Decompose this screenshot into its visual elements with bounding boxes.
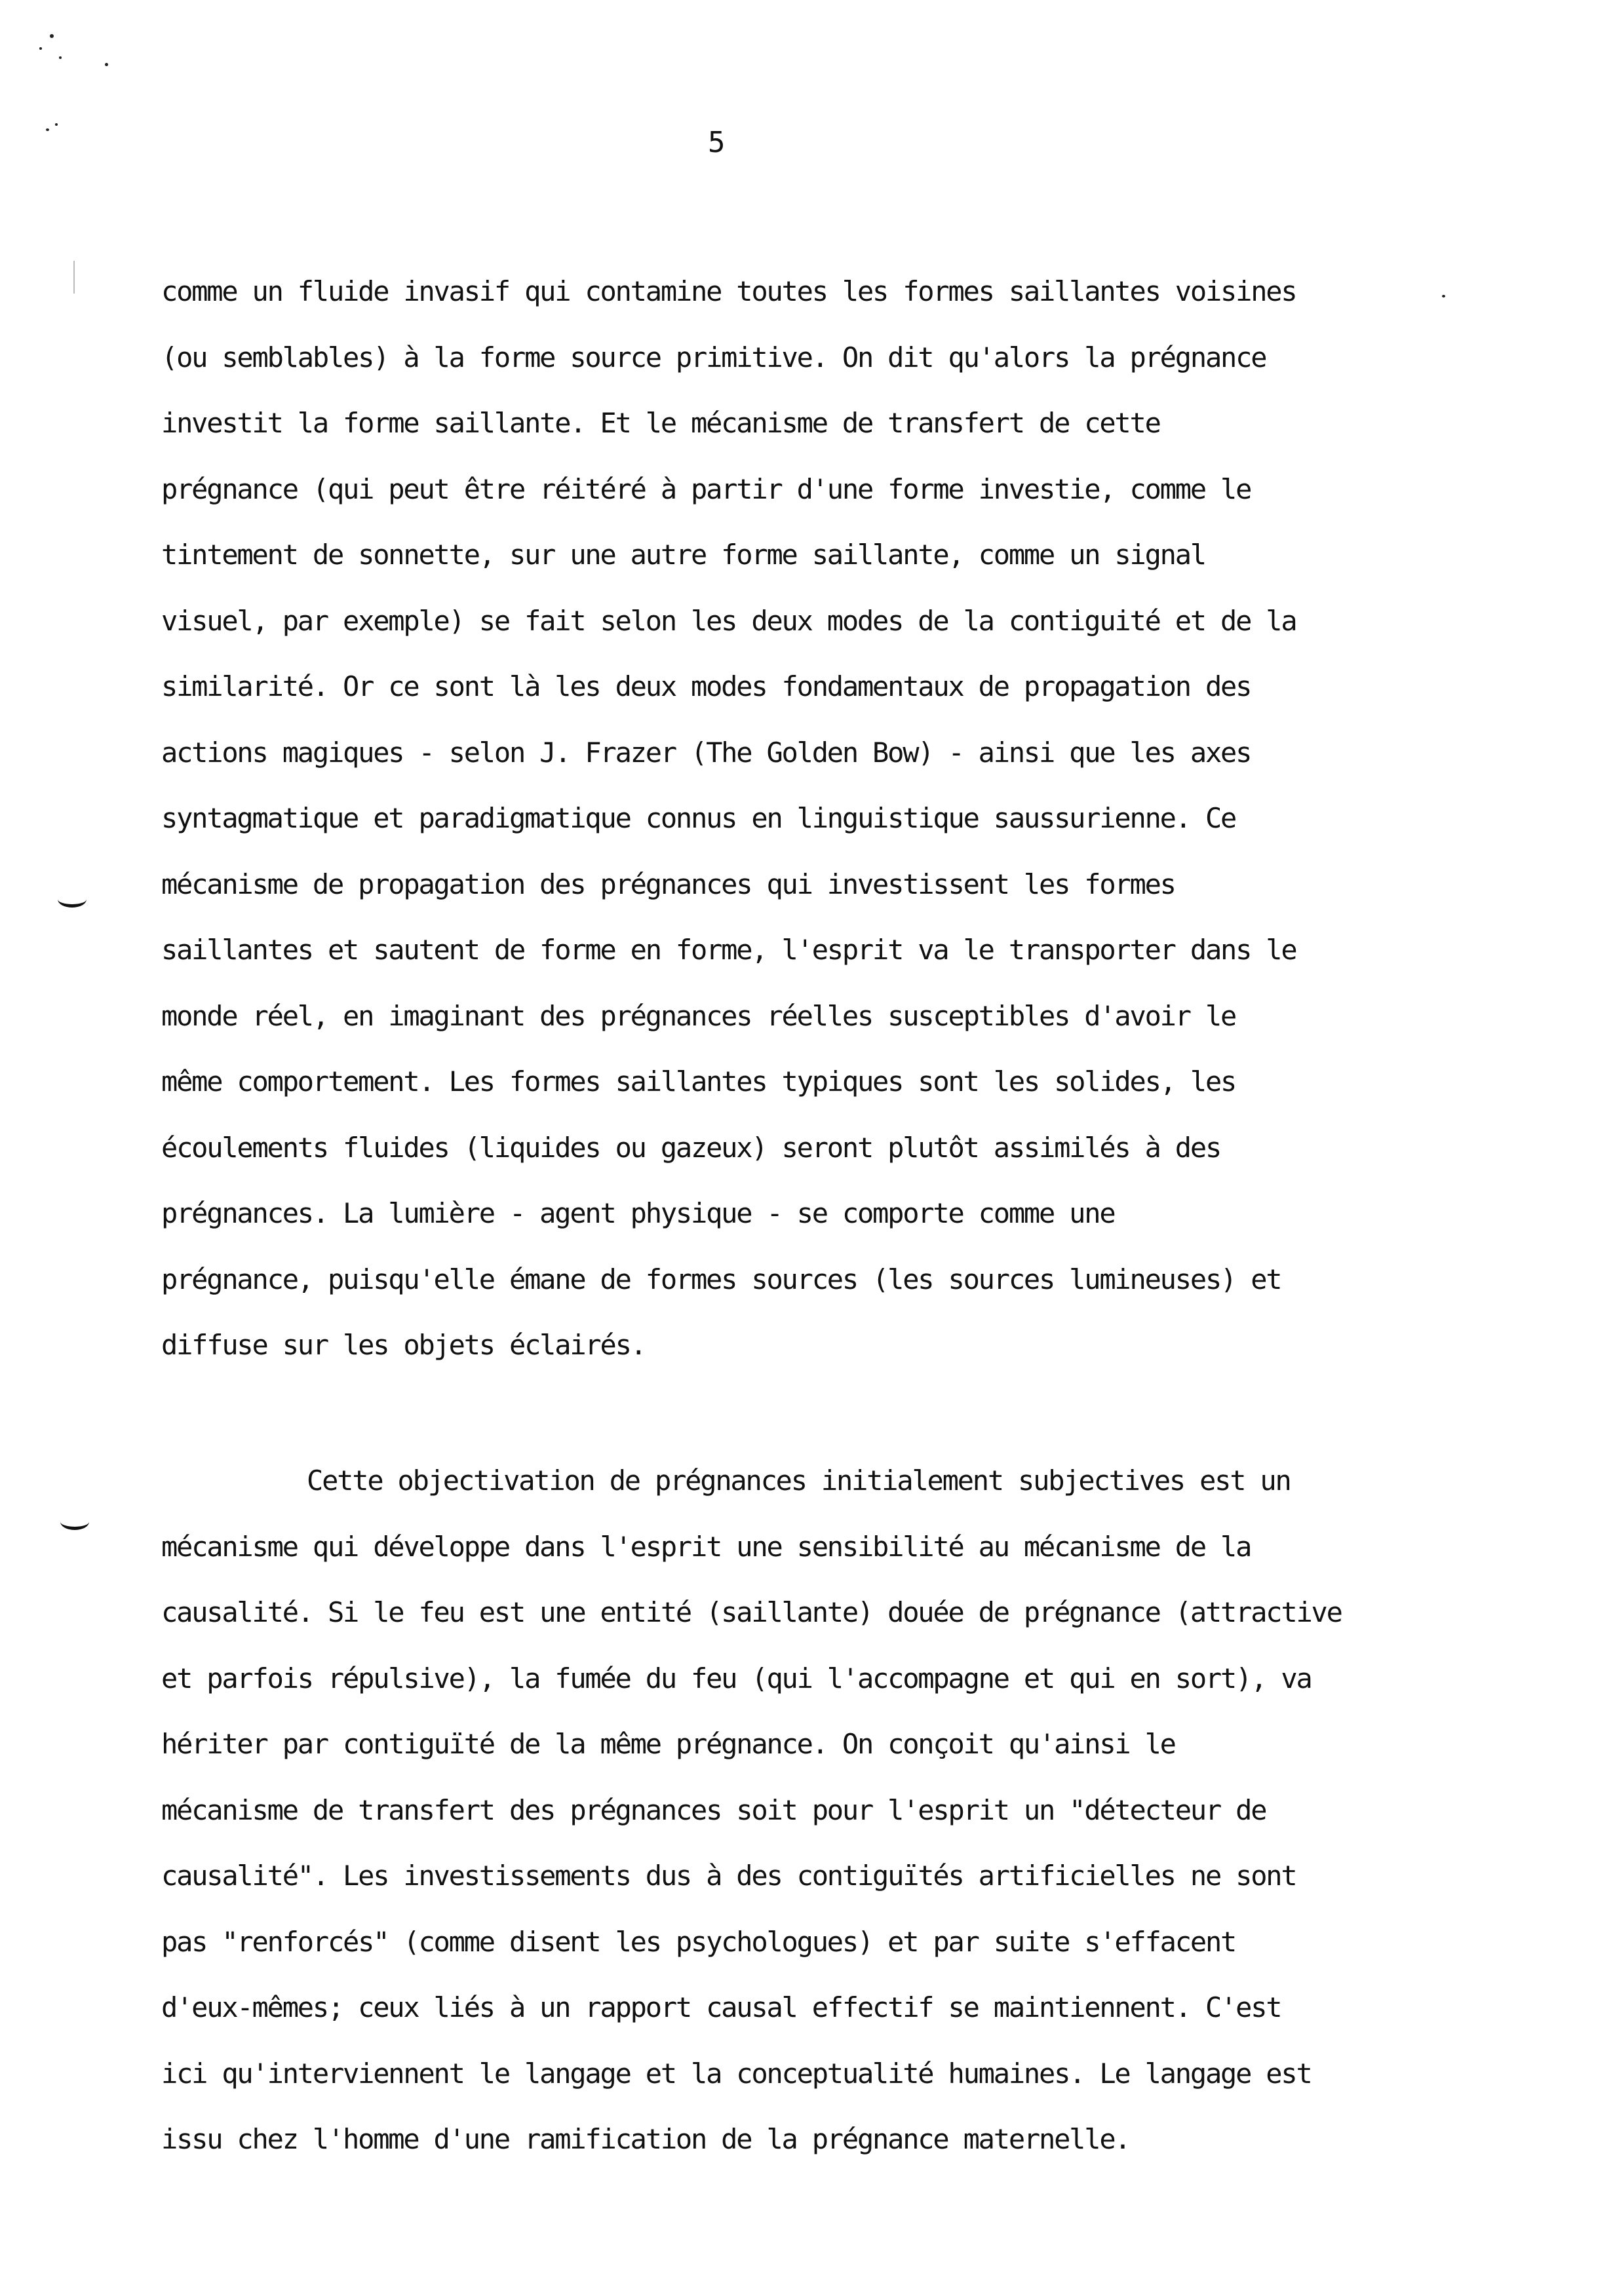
text-line: syntagmatique et paradigmatique connus en linguistique saussurienne. Ce — [161, 802, 1236, 834]
text-line: Cette objectivation de prégnances initialement subjectives est un — [307, 1464, 1291, 1497]
text-line: mécanisme qui développe dans l'esprit une sensibilité au mécanisme de la — [161, 1530, 1251, 1563]
text-line: saillantes et sautent de forme en forme, l'esprit va le transporter dans le — [161, 934, 1296, 966]
text-line: diffuse sur les objets éclairés. — [161, 1329, 646, 1361]
text-line: prégnances. La lumière - agent physique - se comporte comme une — [161, 1197, 1115, 1229]
text-line: visuel, par exemple) se fait selon les deux modes de la contiguité et de la — [161, 604, 1296, 637]
scan-speck — [55, 123, 58, 126]
scan-mark — [73, 261, 75, 294]
text-line: pas "renforcés" (comme disent les psychologues) et par suite s'effacent — [161, 1925, 1236, 1958]
text-line: tintement de sonnette, sur une autre forme saillante, comme un signal — [161, 539, 1205, 571]
text-line: mécanisme de transfert des prégnances soit pour l'esprit un "détecteur de — [161, 1793, 1266, 1826]
text-line: prégnance, puisqu'elle émane de formes sources (les sources lumineuses) et — [161, 1263, 1281, 1295]
scan-speck — [59, 56, 62, 59]
text-line: monde réel, en imaginant des prégnances réelles susceptibles d'avoir le — [161, 999, 1236, 1032]
text-line: causalité. Si le feu est une entité (saillante) douée de prégnance (attractive — [161, 1596, 1342, 1628]
text-line: similarité. Or ce sont là les deux modes fondamentaux de propagation des — [161, 670, 1251, 702]
text-line: causalité". Les investissements dus à des contiguïtés artificielles ne sont — [161, 1860, 1296, 1892]
paragraph-1 — [161, 259, 1341, 1379]
text-line: comme un fluide invasif qui contamine toutes les formes saillantes voisines — [161, 275, 1296, 307]
scan-speck — [46, 128, 49, 131]
scan-speck — [39, 47, 42, 50]
text-line: et parfois répulsive), la fumée du feu (qui l'accompagne et qui en sort), va — [161, 1662, 1312, 1694]
text-line: prégnance (qui peut être réitéré à partir d'une forme investie, comme le — [161, 472, 1251, 505]
text-line: ici qu'interviennent le langage et la conceptualité humaines. Le langage est — [161, 2057, 1312, 2090]
text-line: écoulements fluides (liquides ou gazeux) seront plutôt assimilés à des — [161, 1131, 1221, 1164]
text-line: investit la forme saillante. Et le mécanisme de transfert de cette — [161, 407, 1160, 439]
margin-hook-mark — [60, 1514, 89, 1530]
text-line: même comportement. Les formes saillantes typiques sont les solides, les — [161, 1065, 1236, 1098]
scan-speck — [1442, 295, 1445, 297]
text-line: hériter par contiguïté de la même prégnance. On conçoit qu'ainsi le — [161, 1728, 1175, 1760]
scan-speck — [105, 63, 108, 66]
page-number: 5 — [708, 126, 726, 159]
scan-speck — [50, 34, 54, 38]
text-line: actions magiques - selon J. Frazer (The Golden Bow) - ainsi que les axes — [161, 736, 1251, 769]
margin-hook-mark — [58, 891, 87, 908]
text-line: mécanisme de propagation des prégnances qui investissent les formes — [161, 868, 1175, 900]
text-line: (ou semblables) à la forme source primitive. On dit qu'alors la prégnance — [161, 341, 1266, 373]
text-line: d'eux-mêmes; ceux liés à un rapport causal effectif se maintiennent. C'est — [161, 1991, 1281, 2023]
text-line: issu chez l'homme d'une ramification de la prégnance maternelle. — [161, 2123, 1130, 2155]
paragraph-2 — [161, 1448, 1341, 2173]
